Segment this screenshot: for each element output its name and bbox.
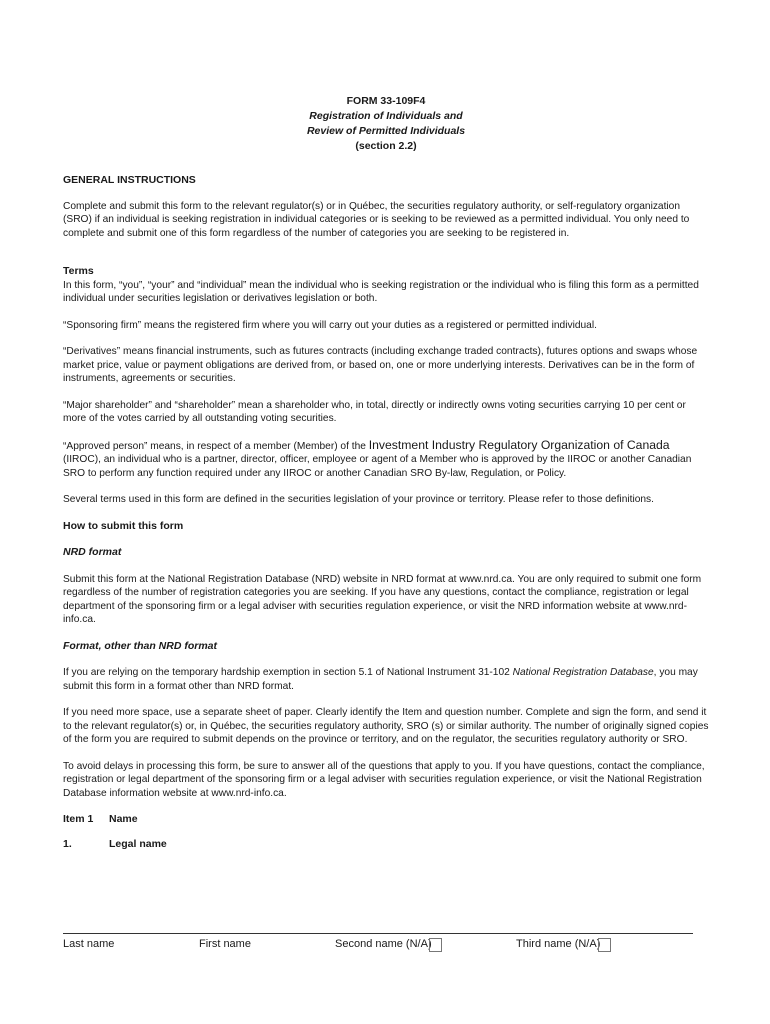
form-section: (section 2.2) (355, 140, 417, 152)
form-page (63, 94, 709, 850)
terms-paragraph-3: “Derivatives” means financial instruments, such as futures contracts (including exchange traded contracts), futures options and swaps whose market price, value or payment obligations are derived from, or based on, one or more underlying interests. Derivatives can be in the form of instruments, agreements or securities. (63, 346, 698, 384)
terms-heading: Terms (63, 265, 94, 277)
form-header (63, 94, 709, 154)
terms-paragraph-1: In this form, “you”, “your” and “individual” mean the individual who is seeking registration or the individual who is filing this form as a permitted individual under securities legislation or derivatives legislation or both. (63, 279, 699, 304)
question-1-number: 1. (63, 838, 72, 850)
question-1-heading (63, 838, 709, 850)
terms-paragraph-6: Several terms used in this form are defined in the securities legislation of your province or territory. Please refer to those definitions. (63, 494, 654, 505)
form-subtitle-line2: Review of Permitted Individuals (306, 125, 466, 137)
question-1-title: Legal name (109, 838, 167, 850)
first-name-label: First name (199, 938, 251, 950)
terms-paragraph-5: “Approved person” means, in respect of a member (Member) of the Investment Industry Regulatory Organization of Canada (IIROC), an individual who is a partner, director, officer, employee or agent of a Member who is approved by the IIROC or another Canadian SRO to perform any function required under any IIROC or another Canadian SRO By-law, Regulation, or Policy. (63, 437, 692, 479)
legal-name-input-line[interactable] (63, 933, 693, 934)
terms-paragraph-2: “Sponsoring firm” means the registered firm where you will carry out your duties as a registered or permitted individual. (63, 319, 597, 331)
nrd-format-text: Submit this form at the National Registration Database (NRD) website in NRD format at www.nrd.ca. You are only required to submit one form regardless of the number of registration categories you are seeking. If you have any questions, contact the compliance, registration or legal department of the sponsoring firm or a legal adviser with securities regulation experience, or visit the NRD information website at www.nrd-info.ca. (63, 573, 702, 625)
form-subtitle-line1: Registration of Individuals and (309, 110, 463, 122)
general-instructions-text: Complete and submit this form to the relevant regulator(s) or in Québec, the securities regulatory authority, or self-regulatory organization (SRO) if an individual is seeking registration in individual categories or is seeking to be reviewed as a permitted individual. You only need to complete and submit one of this form regardless of the number of categories you are seeking to be registered in. (63, 200, 690, 239)
terms-paragraph-4: “Major shareholder” and “shareholder” mean a shareholder who, in total, directly or indirectly owns voting securities carrying 10 per cent or more of the votes carried by all outstanding voting securities. (63, 399, 686, 424)
item-1-title: Name (109, 813, 138, 825)
other-format-heading: Format, other than NRD format (63, 639, 218, 652)
form-number: FORM 33-109F4 (346, 95, 426, 107)
item-1-heading (63, 813, 709, 825)
last-name-label: Last name (63, 938, 115, 950)
avoid-delays-text: To avoid delays in processing this form, be sure to answer all of the questions that apply to you. If you have questions, contact the compliance, registration or legal department of the sponsoring firm or a legal adviser with securities regulation experience, or visit the National Registration Database information website at www.nrd-info.ca. (63, 760, 705, 799)
third-name-field: Third name (N/A ) (516, 938, 600, 950)
other-format-text: If you are relying on the temporary hardship exemption in section 5.1 of National Instrument 31-102 National Registration Database, you may submit this form in a format other than NRD format. (63, 667, 698, 692)
how-to-submit-heading: How to submit this form (63, 519, 184, 532)
extra-space-text: If you need more space, use a separate sheet of paper. Clearly identify the Item and question number. Complete and sign the form, and send it to the relevant regulator(s) or, in Québec, the securities regulatory authority, SRO (s) or similar authority. The number of originally signed copies of the form you are required to submit depends on the province or territory, and on the regulator, the securities regulatory authority or SRO. (63, 707, 709, 745)
second-name-na-checkbox[interactable] (429, 938, 442, 952)
general-instructions-heading: GENERAL INSTRUCTIONS (63, 174, 196, 186)
second-name-field: Second name (N/A ) (335, 938, 432, 950)
iiroc-name: Investment Industry Regulatory Organization of Canada (368, 437, 670, 452)
third-name-na-checkbox[interactable] (598, 938, 611, 952)
nrd-format-heading: NRD format (63, 546, 122, 558)
item-1-label: Item 1 (63, 813, 94, 825)
